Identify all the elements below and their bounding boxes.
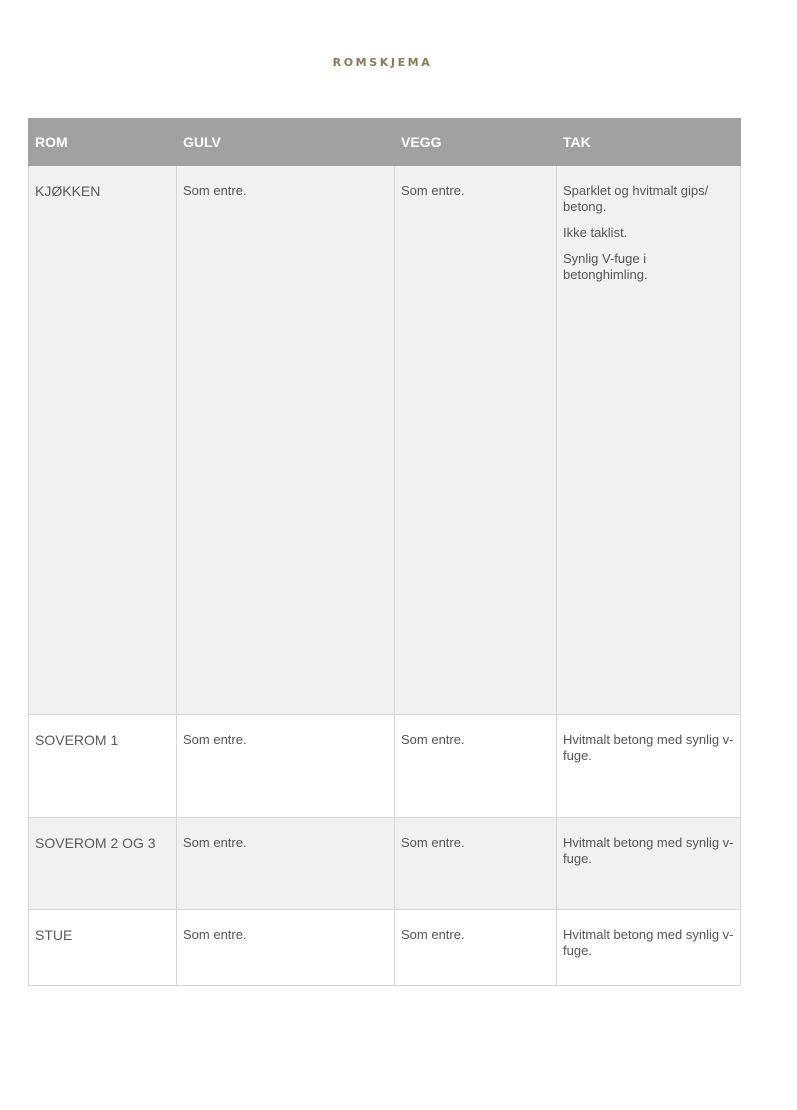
floor-cell: Som entre. xyxy=(177,715,395,818)
table-header-row xyxy=(29,119,741,166)
wall-cell: Som entre. xyxy=(395,910,557,986)
column-header-tak: TAK xyxy=(557,119,741,166)
page-title: ROMSKJEMA xyxy=(332,56,433,69)
ceiling-note: Hvitmalt betong med synlig v-fuge. xyxy=(563,835,734,866)
ceiling-note: Hvitmalt betong med synlig v-fuge. xyxy=(563,732,734,763)
wall-cell: Som entre. xyxy=(395,715,557,818)
floor-cell: Som entre. xyxy=(177,910,395,986)
table-row-soverom-2-og-3 xyxy=(29,818,741,910)
room-name-cell: STUE xyxy=(29,910,177,986)
ceiling-note: Sparklet og hvitmalt gips/ betong. xyxy=(563,183,709,214)
wall-cell: Som entre. xyxy=(395,818,557,910)
column-header-vegg: VEGG xyxy=(395,119,557,166)
floor-cell: Som entre. xyxy=(177,166,395,715)
ceiling-note: Ikke taklist. xyxy=(563,225,628,240)
ceiling-note: Hvitmalt betong med synlig v-fuge. xyxy=(563,927,734,958)
ceiling-note: Synlig V-fuge i betonghimling. xyxy=(563,251,648,282)
ceiling-cell xyxy=(557,818,741,910)
room-name-cell: SOVEROM 1 xyxy=(29,715,177,818)
column-header-rom: ROM xyxy=(29,119,177,166)
table-row-kjokken xyxy=(29,166,741,715)
room-schedule-table xyxy=(28,118,741,986)
ceiling-cell xyxy=(557,715,741,818)
floor-cell: Som entre. xyxy=(177,818,395,910)
room-name-cell: KJØKKEN xyxy=(29,166,177,715)
table-row-stue xyxy=(29,910,741,986)
ceiling-cell xyxy=(557,166,741,715)
ceiling-cell xyxy=(557,910,741,986)
wall-cell: Som entre. xyxy=(395,166,557,715)
room-name-cell: SOVEROM 2 OG 3 xyxy=(29,818,177,910)
table-row-soverom-1 xyxy=(29,715,741,818)
column-header-gulv: GULV xyxy=(177,119,395,166)
